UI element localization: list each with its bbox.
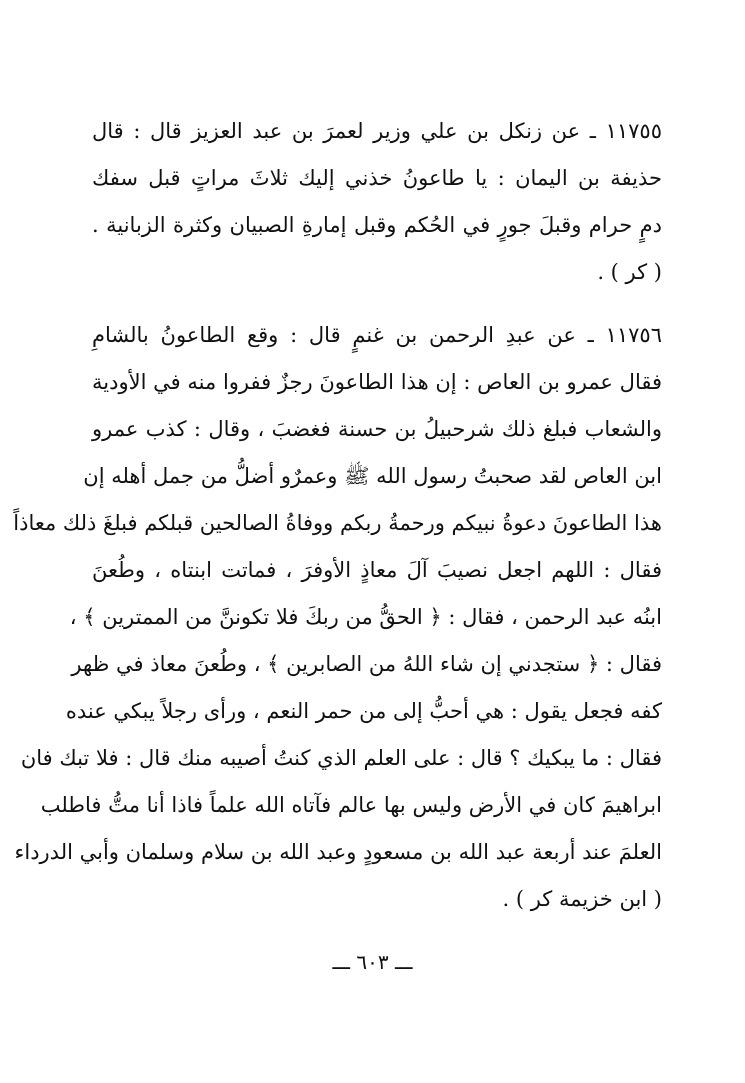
hadith-line: كفه فجعل يقول : هي أحبُّ إلى من حمر النعم ، ورأى رجلاً يبكي عنده: [65, 699, 662, 723]
hadith-source-line: ( ابن خزيمة كر ) .: [502, 887, 662, 911]
hadith-line: حذيفة بن اليمان : يا طاعونُ خذني إليك ثلاثَ مراتٍ قبل سفك: [92, 166, 662, 190]
hadith-line: ابنُه عبد الرحمن ، فقال : ﴿ الحقُّ من ربكَ فلا تكوننَّ من الممترين ﴾ ،: [69, 605, 662, 629]
hadith-line: ١١٧٥٥ ـ عن زنكل بن علي وزير لعمرَ بن عبد العزيز قال : قال: [92, 119, 662, 143]
hadith-line: فقال عمرو بن العاص : إن هذا الطاعونَ رجزٌ ففروا منه في الأودية: [92, 370, 662, 394]
hadith-source-line: ( كر ) .: [597, 260, 662, 284]
page-number: ـــ ٦٠٣ ـــ: [332, 950, 413, 974]
hadith-line: العلمَ عند أربعة عبد الله بن مسعودٍ وعبد الله بن سلام وسلمان وأبي الدرداء: [14, 840, 662, 864]
hadith-11755: [92, 108, 662, 296]
hadith-line: ١١٧٥٦ ـ عن عبدِ الرحمن بن غنمٍ قال : وقع الطاعونُ بالشامِ: [92, 323, 662, 347]
hadith-line: دمٍ حرام وقبلَ جورٍ في الحُكم وقبل إمارةِ الصبيان وكثرة الزبانية .: [92, 213, 662, 237]
hadith-line: فقال : ما يبكيك ؟ قال : على العلم الذي كنتُ أصيبه منك قال : فلا تبك فان: [20, 746, 662, 770]
hadith-line: والشعاب فبلغ ذلك شرحبيلُ بن حسنة فغضبَ ، وقال : كذب عمرو: [92, 417, 662, 441]
hadith-line: ابن العاص لقد صحبتُ رسول الله ﷺ وعمرٌو أضلُّ من جمل أهله إن: [83, 464, 662, 488]
hadith-line: هذا الطاعونَ دعوةُ نبيكم ورحمةُ ربكم ووفاةُ الصالحين قبلكم فبلغَ ذلك معاذاً: [13, 511, 662, 535]
hadith-line: ابراهيمَ كان في الأرض وليس بها عالم فآتاه الله علماً فاذا أنا متُّ فاطلب: [40, 793, 662, 817]
hadith-line: فقال : ﴿ ستجدني إن شاء اللهُ من الصابرين ﴾ ، وطُعنَ معاذ في ظهر: [71, 652, 662, 676]
hadith-11756: [13, 312, 662, 923]
hadith-line: فقال : اللهم اجعل نصيبَ آلَ معاذٍ الأوفرَ ، فماتت ابنتاه ، وطُعنَ: [92, 558, 662, 582]
